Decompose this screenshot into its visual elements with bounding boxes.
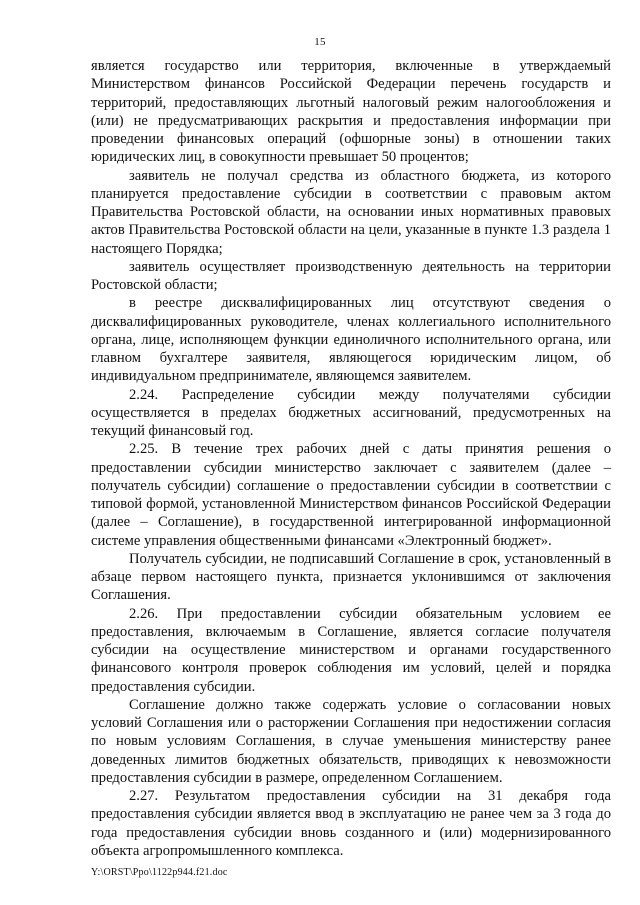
paragraph-agreement-conditions: Соглашение должно также содержать условие о согласовании новых условий Соглашения или о расторжении Соглашения при недостижении согласия по новым условиям Соглашения, в случае уменьшения министерству ранее доведенных лимитов бюджетных обязательств, приводящих к невозможности предоставления субсидии в размере, определенном Соглашением. xyxy=(91,696,611,786)
document-body xyxy=(91,57,611,860)
page-number: 15 xyxy=(314,36,326,48)
paragraph-2-25: 2.25. В течение трех рабочих дней с даты принятия решения о предоставлении субсидии министерство заключает с заявителем (далее – получатель субсидии) соглашение о предоставлении субсидии в соответствии с типовой формой, установленной Министерством финансов Российской Федерации (далее – Соглашение), в государственной интегрированной информационной системе управления общественными финансами «Электронный бюджет». xyxy=(91,441,611,549)
file-path-footer: Y:\ORST\Ppo\1122p944.f21.doc xyxy=(91,867,228,878)
paragraph-production-activity: заявитель осуществляет производственную деятельность на территории Ростовской области; xyxy=(91,258,611,293)
paragraph-2-26: 2.26. При предоставлении субсидии обязательным условием ее предоставления, включаемым в Соглашение, является согласие получателя субсидии на осуществление министерством и органами государственного финансового контроля проверок соблюдения им условий, целей и порядка предоставления субсидии. xyxy=(91,605,611,695)
paragraph-2-27: 2.27. Результатом предоставления субсидии на 31 декабря года предоставления субсидии является ввод в эксплуатацию не ранее чем за 3 года до года предоставления субсидии вновь созданного и (или) модернизированного объекта агропромышленного комплекса. xyxy=(91,788,611,859)
paragraph-disqualified-persons: в реестре дисквалифицированных лиц отсутствуют сведения о дисквалифицированных руководителе, членах коллегиального исполнительного органа, лице, исполняющем функции единоличного исполнительного органа, или главном бухгалтере заявителя, являющегося юридическим лицом, об индивидуальном предпринимателе, являющемся заявителем. xyxy=(91,295,611,385)
paragraph-no-regional-budget-funds: заявитель не получал средства из областного бюджета, из которого планируется предоставление субсидии в соответствии с правовым актом Правительства Ростовской области, на основании иных нормативных правовых актов Правительства Ростовской области на цели, указанные в пункте 1.3 раздела 1 настоящего Порядка; xyxy=(91,167,611,257)
paragraph-2-24: 2.24. Распределение субсидии между получателями субсидии осуществляется в пределах бюджетных ассигнований, предусмотренных на текущий финансовый год. xyxy=(91,386,611,439)
paragraph-evasion: Получатель субсидии, не подписавший Соглашение в срок, установленный в абзаце первом настоящего пункта, признается уклонившимся от заключения Соглашения. xyxy=(91,550,611,604)
paragraph-offshore-condition: является государство или территория, включенные в утверждаемый Министерством финансов Российской Федерации перечень государств и территорий, предоставляющих льготный налоговый режим налогообложения и (или) не предусматривающих раскрытия и предоставления информации при проведении финансовых операций (офшорные зоны) в отношении таких юридических лиц, в совокупности превышает 50 процентов; xyxy=(91,58,611,166)
